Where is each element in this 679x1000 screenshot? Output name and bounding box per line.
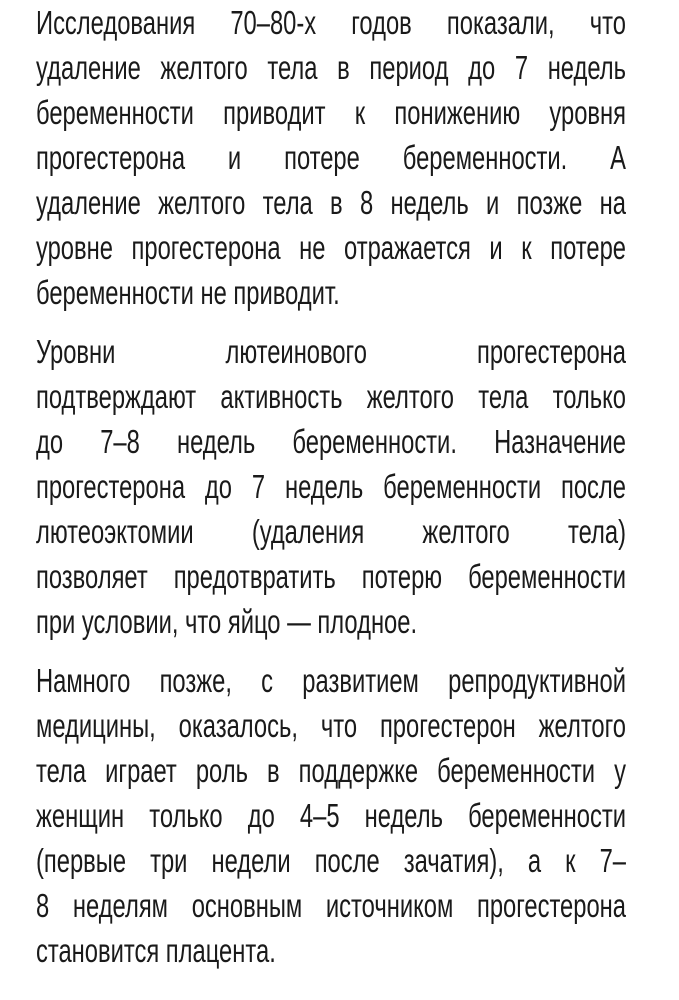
- text-line: удаление желтого тела в 8 недель и позже на: [36, 184, 626, 221]
- text-line: при условии, что яйцо — плодное.: [36, 603, 418, 640]
- body-text: [36, 0, 626, 973]
- paragraph: [36, 658, 626, 973]
- text-line: Исследования 70–80-х годов показали, что: [36, 4, 626, 41]
- paragraph: [36, 329, 626, 644]
- text-line: прогестерона и потере беременности. А: [36, 139, 626, 176]
- text-line: тела играет роль в поддержке беременности у: [36, 752, 626, 789]
- text-line: становится плацента.: [36, 932, 276, 969]
- text-line: (первые три недели после зачатия), а к 7–: [36, 842, 626, 879]
- text-line: уровне прогестерона не отражается и к потере: [36, 229, 626, 266]
- text-line: позволяет предотвратить потерю беременности: [36, 558, 626, 595]
- text-line: Намного позже, с развитием репродуктивной: [36, 662, 626, 699]
- text-line: беременности приводит к понижению уровня: [36, 94, 626, 131]
- text-line: Уровни лютеинового прогестерона: [36, 333, 626, 370]
- text-line: медицины, оказалось, что прогестерон желтого: [36, 707, 626, 744]
- text-line: удаление желтого тела в период до 7 недель: [36, 49, 626, 86]
- text-line: лютеоэктомии (удаления желтого тела): [36, 513, 626, 550]
- text-column: [36, 0, 626, 987]
- text-line: подтверждают активность желтого тела только: [36, 378, 626, 415]
- paragraph: [36, 0, 626, 315]
- text-line: беременности не приводит.: [36, 274, 340, 311]
- text-line: до 7–8 недель беременности. Назначение: [36, 423, 626, 460]
- text-line: женщин только до 4–5 недель беременности: [36, 797, 626, 834]
- text-line: 8 неделям основным источником прогестерона: [36, 887, 626, 924]
- text-line: прогестерона до 7 недель беременности после: [36, 468, 626, 505]
